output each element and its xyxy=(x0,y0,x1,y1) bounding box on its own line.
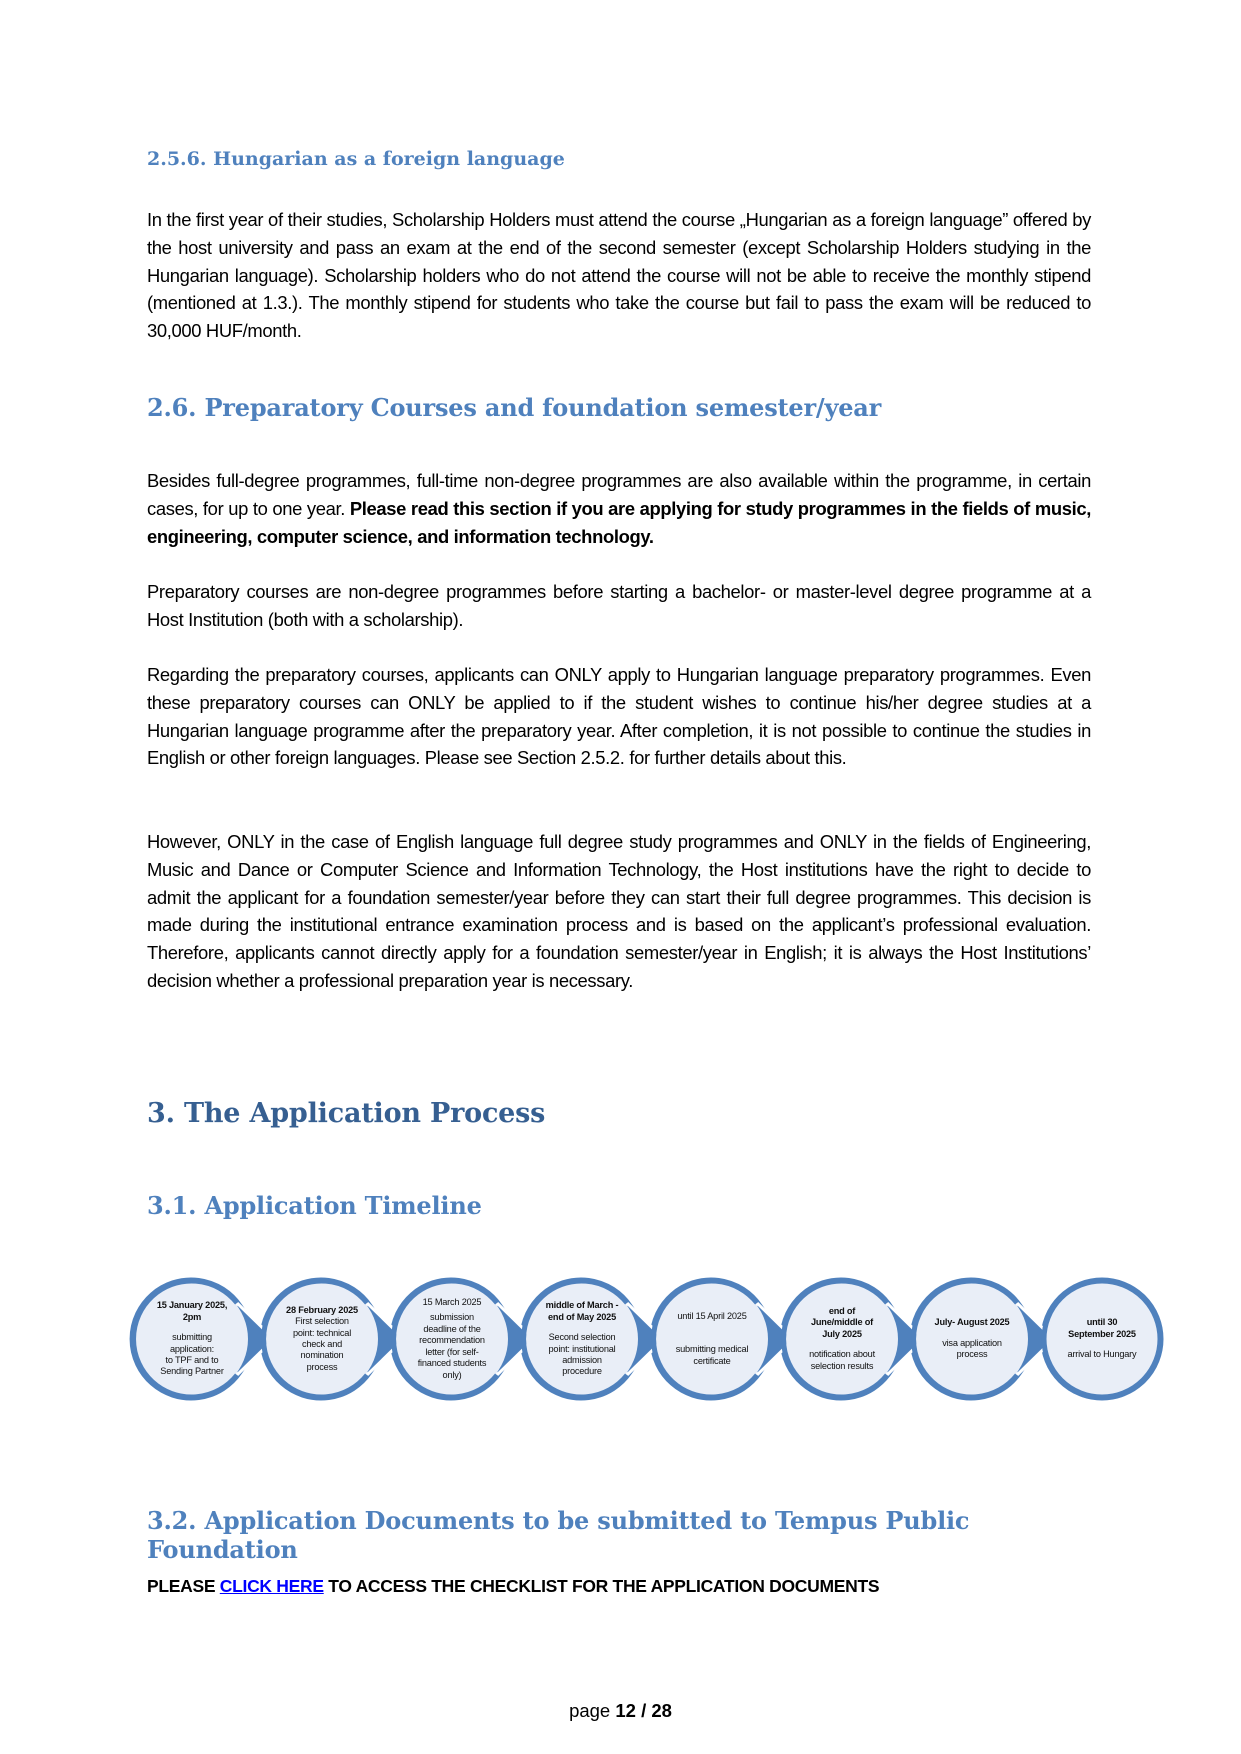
checklist-instruction xyxy=(147,1576,1091,1597)
timeline-step-desc: arrival to Hungary xyxy=(1067,1349,1137,1360)
heading-2-5-6: 2.5.6. Hungarian as a foreign language xyxy=(147,148,565,170)
timeline-step-4 xyxy=(523,1280,641,1398)
page-number: page 12 / 28 xyxy=(569,1700,672,1721)
paragraph-non-degree-bold: Please read this section if you are applying for study programmes in the fields of music, engineering, computer science, and information technology. xyxy=(147,497,1091,547)
timeline-step-date: middle of March - end of May 2025 xyxy=(545,1300,619,1322)
timeline-step-desc: submitting medical certificate xyxy=(675,1344,749,1366)
paragraph-non-degree-plain: Besides full-degree programmes, full-time non-degree programmes are also available within the programme, in certain cases, for up to one year. xyxy=(147,470,1091,519)
page-total: 28 xyxy=(651,1700,672,1721)
click-here-link[interactable]: CLICK HERE xyxy=(219,1576,324,1596)
heading-2-6: 2.6. Preparatory Courses and foundation semester/year xyxy=(147,393,882,422)
heading-3-2: 3.2. Application Documents to be submitted to Tempus Public Foundation xyxy=(147,1506,970,1564)
timeline-step-desc: First selection point: technical check and nomination process xyxy=(292,1316,352,1372)
timeline-step-date: 15 March 2025 xyxy=(422,1297,482,1308)
timeline-step-desc: visa application process xyxy=(942,1337,1002,1360)
timeline-step-desc: notification about selection results xyxy=(809,1349,875,1371)
paragraph-foundation-year: However, ONLY in the case of English language full degree study programmes and ONLY in the fields of Engineering, Music and Dance or Computer Science and Information Technology, the Host institutions have the right to decide to admit the applicant for a foundation semester/year before they can start their full degree programmes. This decision is made during the institutional entrance examination process and is based on the applicant’s professional evaluation. Therefore, applicants cannot directly apply for a foundation semester/year in English; it is always the Host Institutions’ decision whether a professional preparation year is necessary. xyxy=(147,831,1091,991)
timeline-step-8 xyxy=(1043,1280,1161,1398)
checklist-suffix: TO ACCESS THE CHECKLIST FOR THE APPLICATION DOCUMENTS xyxy=(323,1576,880,1596)
paragraph-hungarian-course: In the first year of their studies, Scholarship Holders must attend the course „Hungarian as a foreign language” offered by the host university and pass an exam at the end of the second semester (except Scholarship Holders studying in the Hungarian language). Scholarship holders who do not attend the course will not be able to receive the monthly stipend (mentioned at 1.3.). The monthly stipend for students who take the course but fail to pass the exam will be reduced to 30,000 HUF/month. xyxy=(147,209,1091,342)
timeline-step-date: end of June/middle of July 2025 xyxy=(810,1305,874,1339)
paragraph-hungarian-only: Regarding the preparatory courses, applicants can ONLY apply to Hungarian language preparatory programmes. Even these preparatory courses can ONLY be applied to if the student wishes to continue his/her degree studies at a Hungarian language programme after the preparatory year. After completion, it is not possible to continue the studies in English or other foreign languages. Please see Section 2.5.2. for further details about this. xyxy=(147,664,1091,769)
timeline-step-desc: submitting application: to TPF and to Sending Partner xyxy=(160,1332,224,1377)
timeline-step-date: until 30 September 2025 xyxy=(1068,1317,1136,1339)
page-current: 12 xyxy=(615,1700,636,1721)
timeline-step-6 xyxy=(783,1280,901,1398)
timeline-step-3 xyxy=(393,1280,511,1398)
timeline-step-5 xyxy=(653,1280,771,1398)
application-timeline xyxy=(124,1272,1184,1404)
timeline-step-date: 15 January 2025, 2pm xyxy=(156,1300,228,1322)
timeline-step-2 xyxy=(263,1280,381,1398)
timeline-step-date: until 15 April 2025 xyxy=(677,1310,747,1321)
heading-3-1: 3.1. Application Timeline xyxy=(147,1191,482,1220)
timeline-step-1 xyxy=(133,1280,251,1398)
heading-3: 3. The Application Process xyxy=(147,1098,546,1129)
timeline-step-date: 28 February 2025 xyxy=(286,1304,358,1315)
timeline-step-desc: Second selection point: institutional admission procedure xyxy=(548,1332,616,1377)
timeline-step-7 xyxy=(913,1280,1031,1398)
timeline-step-date: July- August 2025 xyxy=(934,1317,1010,1328)
checklist-prefix: PLEASE xyxy=(147,1576,220,1596)
timeline-step-desc: submission deadline of the recommendation letter (for self- financed students only) xyxy=(417,1312,487,1380)
paragraph-non-degree xyxy=(147,467,1091,550)
paragraph-preparatory-courses: Preparatory courses are non-degree programmes before starting a bachelor- or master-level degree programme at a Host Institution (both with a scholarship). xyxy=(147,581,1091,630)
